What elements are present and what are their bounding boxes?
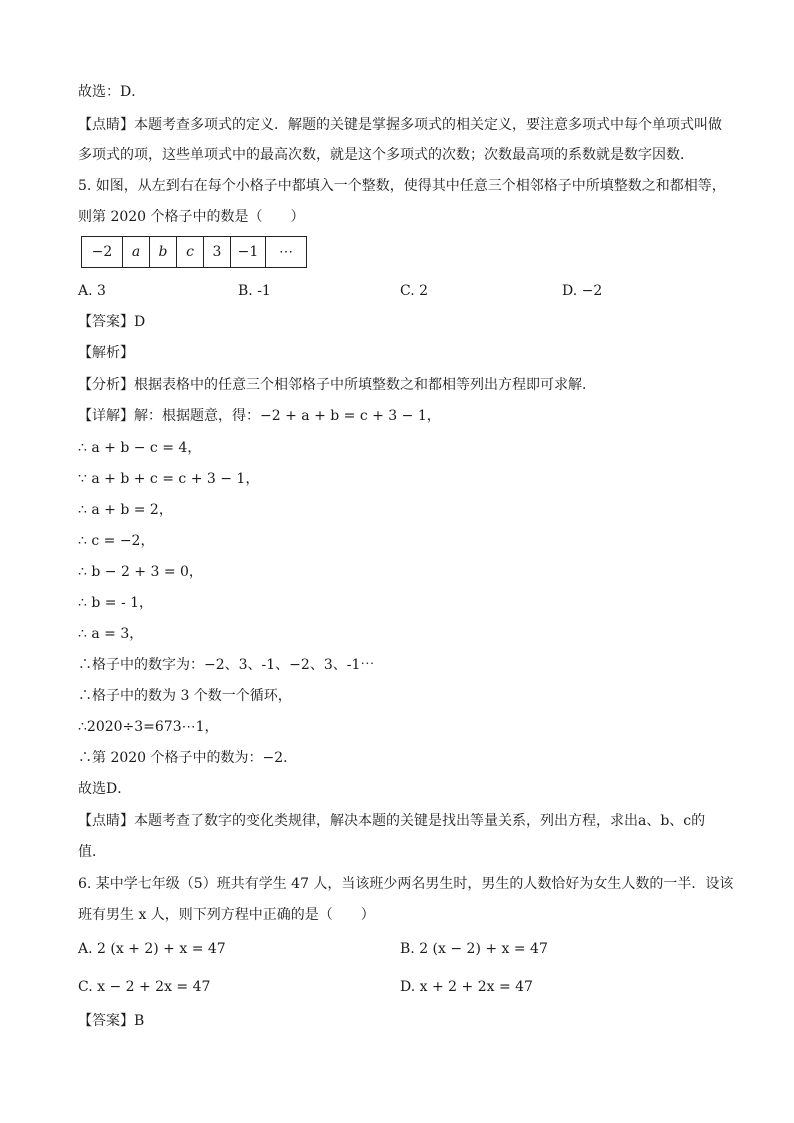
q6-option-a: A. 2 (x + 2) + x = 47: [78, 941, 226, 957]
question-6-line-1: 6. 某中学七年级（5）班共有学生 47 人，当该班少两名男生时，男生的人数恰好为女生人数的一半．设该: [78, 876, 734, 892]
solution-step: ∴第 2020 个格子中的数为：−2．: [78, 750, 298, 766]
grid-cell: 3: [204, 237, 231, 268]
remark-line-1: 【点睛】本题考查多项式的定义．解题的关键是掌握多项式的相关定义，要注意多项式中每个单项式叫做: [78, 117, 722, 133]
remark-line-1: 【点睛】本题考查了数字的变化类规律，解决本题的关键是找出等量关系，列出方程，求出a、b、c的: [78, 813, 706, 829]
grid-cell: a: [123, 237, 150, 268]
answer-label: 【答案】D: [78, 314, 146, 330]
solution-step: ∴格子中的数字为：−2、3、-1、−2、3、-1⋯: [78, 657, 375, 673]
q5-option-b: B. -1: [238, 283, 271, 299]
remark-line-2: 多项式的项，这些单项式中的最高次数，就是这个多项式的次数；次数最高项的系数就是数字因数．: [78, 147, 694, 163]
solution-step: ∴ a + b − c = 4，: [78, 440, 202, 456]
solution-step: ∴ a + b = 2，: [78, 502, 173, 518]
solution-step: ∴ c = −2，: [78, 533, 155, 549]
answer-label: 【答案】B: [78, 1013, 145, 1029]
grid-cell: −2: [82, 237, 123, 268]
analysis-summary: 【分析】根据表格中的任意三个相邻格子中所填整数之和都相等列出方程即可求解．: [78, 377, 596, 393]
grid-cell: ⋯: [266, 237, 307, 268]
q6-option-b: B. 2 (x − 2) + x = 47: [400, 941, 548, 957]
remark-line-2: 值．: [78, 844, 106, 860]
solution-step: ∴ a = 3，: [78, 626, 144, 642]
question-5-line-1: 5. 如图，从左到右在每个小格子中都填入一个整数，使得其中任意三个相邻格子中所填整数之和都相等，: [78, 178, 726, 194]
question-5-line-2: 则第 2020 个格子中的数是（ ）: [78, 209, 305, 225]
q5-option-c: C. 2: [400, 283, 429, 299]
grid-cell: b: [150, 237, 177, 268]
solution-step: ∴2020÷3=673⋯1，: [78, 719, 219, 735]
grid-cell: c: [177, 237, 204, 268]
solution-step: ∴ b = - 1，: [78, 595, 154, 611]
q6-option-d: D. x + 2 + 2x = 47: [400, 979, 533, 995]
question-6-line-2: 班有男生 x 人，则下列方程中正确的是（ ）: [78, 907, 375, 923]
analysis-label: 【解析】: [78, 345, 134, 361]
number-grid: [81, 236, 307, 268]
solution-step: ∴ b − 2 + 3 = 0，: [78, 564, 203, 580]
conclusion-line: 故选：D．: [78, 84, 146, 100]
detailed-solution: 【详解】解：根据题意，得：−2 + a + b = c + 3 − 1，: [78, 408, 441, 424]
solution-step: ∵ a + b + c = c + 3 − 1，: [78, 471, 260, 487]
solution-step: ∴格子中的数为 3 个数一个循环，: [78, 688, 292, 704]
q6-option-c: C. x − 2 + 2x = 47: [78, 979, 211, 995]
q5-option-a: A. 3: [78, 283, 106, 299]
conclusion-line: 故选D．: [78, 781, 132, 797]
grid-cell: −1: [231, 237, 266, 268]
q5-option-d: D. −2: [562, 283, 603, 299]
